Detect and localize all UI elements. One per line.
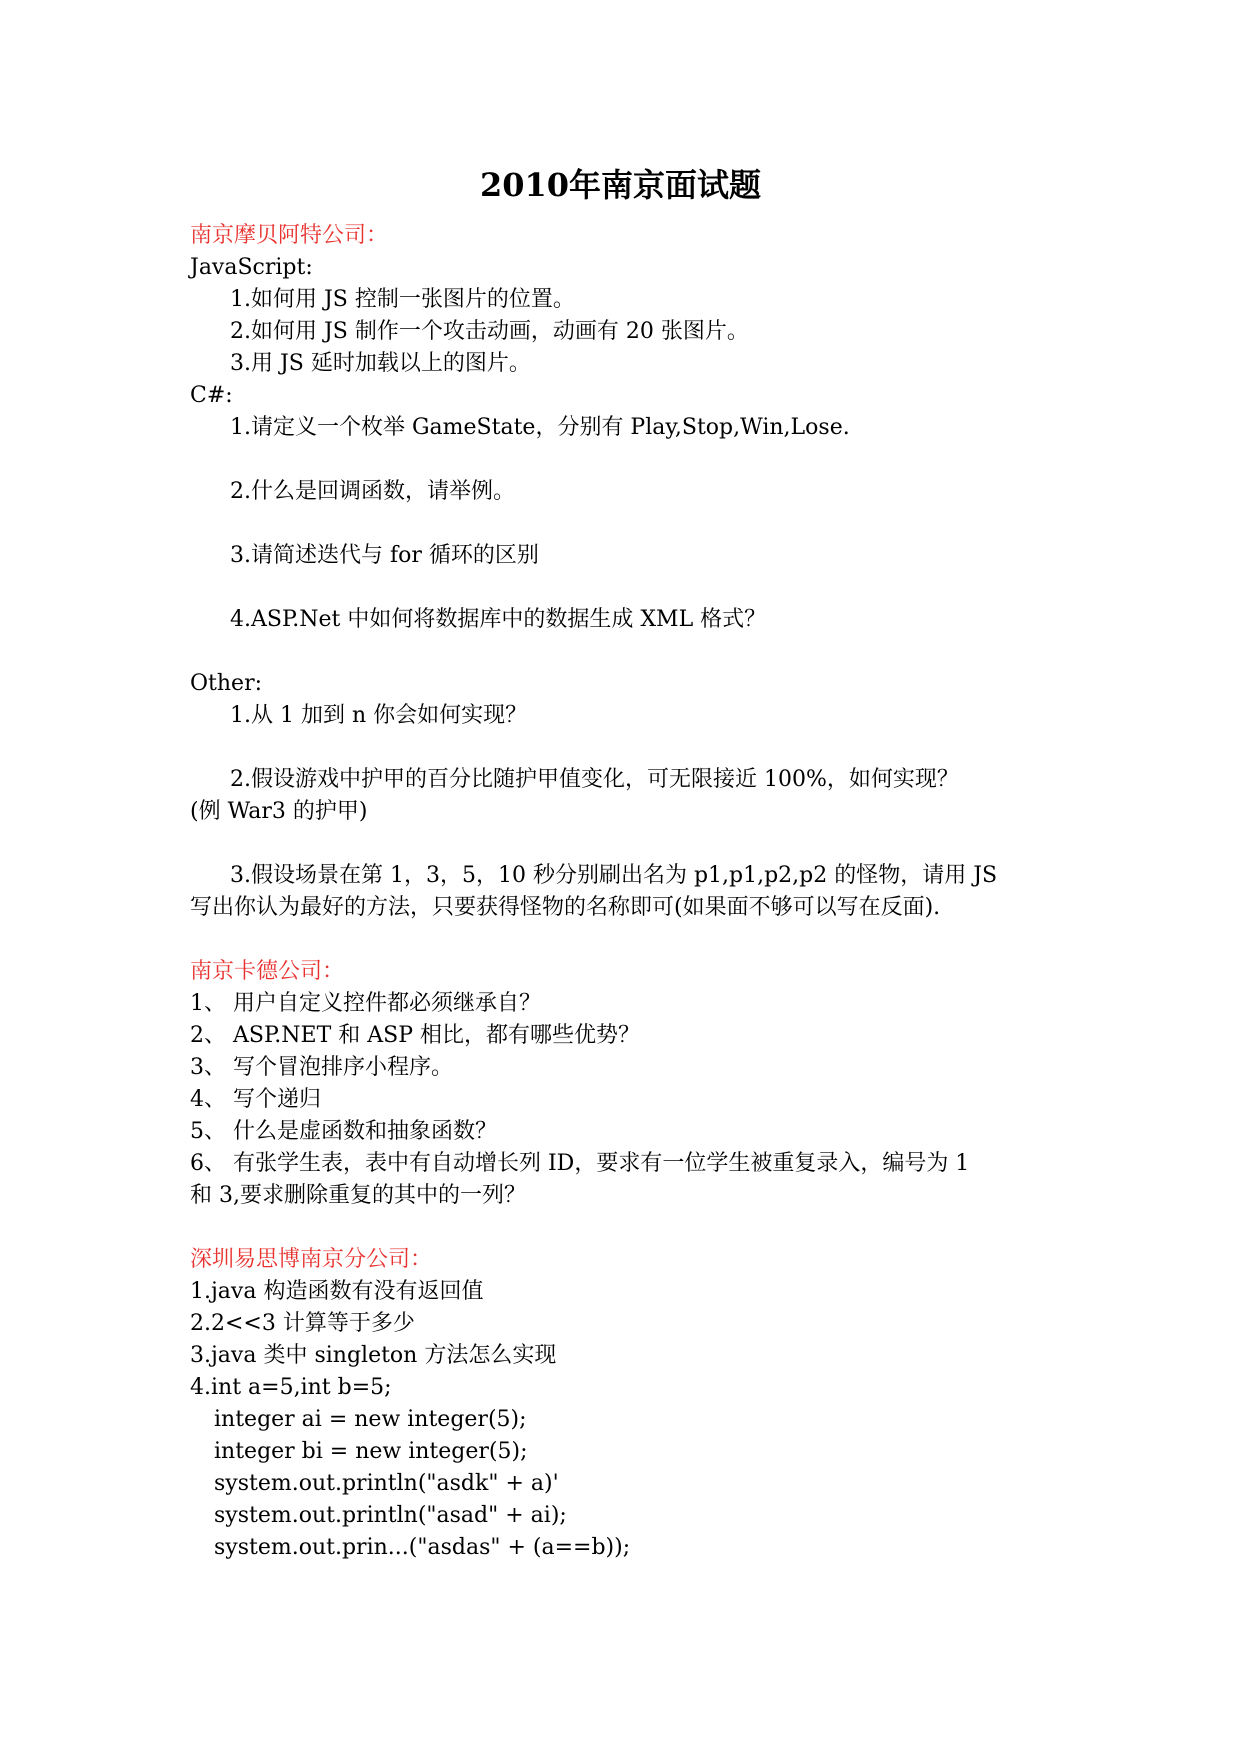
other-question-continued: (例 War3 的护甲) xyxy=(190,799,368,824)
kade-question: 6、 有张学生表，表中有自动增长列 ID，要求有一位学生被重复录入，编号为 1 xyxy=(190,1151,970,1176)
other-question: 2.假设游戏中护甲的百分比随护甲值变化，可无限接近 100%，如何实现？ xyxy=(230,767,959,792)
document-title: 2010年南京面试题 xyxy=(479,166,762,204)
other-question: 1.从 1 加到 n 你会如何实现？ xyxy=(230,703,528,728)
company-heading-kade: 南京卡德公司： xyxy=(190,959,345,984)
yisibo-question: 3.java 类中 singleton 方法怎么实现 xyxy=(190,1343,557,1368)
yisibo-question: 1.java 构造函数有没有返回值 xyxy=(190,1279,484,1304)
company-heading-yisibo: 深圳易思博南京分公司： xyxy=(190,1247,433,1272)
other-question-continued: 写出你认为最好的方法，只要获得怪物的名称即可(如果面不够可以写在反面). xyxy=(190,895,941,920)
code-line: integer bi = new integer(5); xyxy=(214,1439,528,1464)
kade-question: 2、 ASP.NET 和 ASP 相比，都有哪些优势？ xyxy=(190,1023,641,1048)
other-heading: Other: xyxy=(190,671,262,696)
code-line: integer ai = new integer(5); xyxy=(214,1407,527,1432)
kade-question: 5、 什么是虚函数和抽象函数？ xyxy=(190,1119,497,1144)
js-question: 1.如何用 JS 控制一张图片的位置。 xyxy=(230,287,575,312)
js-question: 2.如何用 JS 制作一个攻击动画，动画有 20 张图片。 xyxy=(230,319,749,344)
company-heading-mobeiate: 南京摩贝阿特公司： xyxy=(190,223,389,248)
csharp-question: 3.请简述迭代与 for 循环的区别 xyxy=(230,543,539,568)
code-line: system.out.prin...("asdas" + (a==b)); xyxy=(214,1535,631,1560)
yisibo-question: 2.2<<3 计算等于多少 xyxy=(190,1311,415,1336)
other-question: 3.假设场景在第 1，3，5，10 秒分别刷出名为 p1,p1,p2,p2 的怪物，请用 JS xyxy=(230,863,998,888)
js-question: 3.用 JS 延时加载以上的图片。 xyxy=(230,351,531,376)
code-line: system.out.println("asad" + ai); xyxy=(214,1503,567,1528)
code-line: system.out.println("asdk" + a)' xyxy=(214,1471,559,1496)
csharp-question: 2.什么是回调函数，请举例。 xyxy=(230,479,515,504)
csharp-question: 1.请定义一个枚举 GameState，分别有 Play,Stop,Win,Lose. xyxy=(230,415,850,440)
kade-question-continued: 和 3,要求删除重复的其中的一列？ xyxy=(190,1183,526,1208)
yisibo-question: 4.int a=5,int b=5; xyxy=(190,1375,392,1400)
kade-question: 4、 写个递归 xyxy=(190,1087,321,1112)
javascript-heading: JavaScript: xyxy=(190,255,313,280)
kade-question: 1、 用户自定义控件都必须继承自？ xyxy=(190,991,541,1016)
document-body xyxy=(190,220,1060,1564)
csharp-question: 4.ASP.Net 中如何将数据库中的数据生成 XML 格式？ xyxy=(230,607,767,632)
kade-question: 3、 写个冒泡排序小程序。 xyxy=(190,1055,453,1080)
csharp-heading: C#: xyxy=(190,383,233,408)
